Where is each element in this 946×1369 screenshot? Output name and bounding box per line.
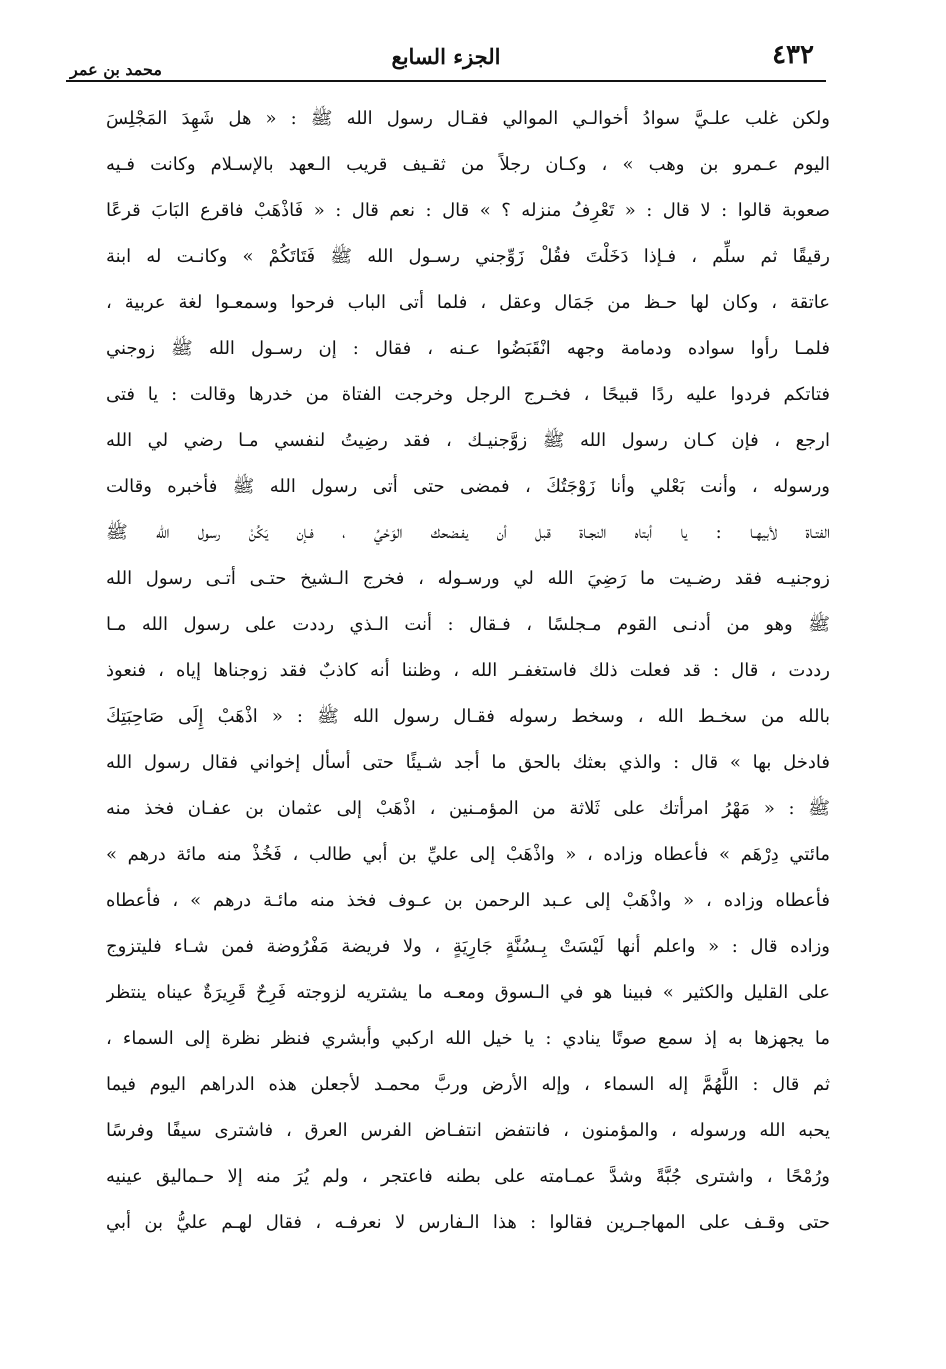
text-line: زوجنيـه فقد رضـيت ما رَضِيَ الله لي ورسـوله ، فخرج الـشيخ حتـى أتـى رسول الله	[106, 568, 830, 589]
text-line: الفتـاة لأبيهـا : يا أبتاه النجـاة قبل أن يفـضحك الوَحْيُ ، فـإن يَكُنْ رسول الله ﷺ	[106, 522, 830, 543]
text-line: فأعطاه وزاده ، « واذْهَبْ إلى عـبد الرحمن بن عـوف فخذ منه مائـة درهم » ، فأعطاه	[106, 890, 830, 911]
text-line: صعوبة قالوا : لا قال : « تَعْرِفُ منزله ؟ » قال : نعم قال : « فَاذْهَبْ فاقرع البَابَ قرعًا	[106, 200, 830, 221]
text-line: ما يجهزها به إذ سمع صوتًا ينادي : يا خيل الله اركبي وأبشري فنظر نظرة إلى السماء ،	[106, 1028, 830, 1049]
text-line: ﷺ وهو من أدنـى القوم مـجلسًا ، فـقال : أنت الـذي رددت على رسول الله مـا	[106, 614, 830, 635]
text-line: ﷺ : « مَهْرُ امرأتك على ثَلاثة من المؤمـنين ، اذْهَبْ إلى عثمان بن عفـان فخذ منه	[106, 798, 830, 819]
text-line: ورسوله ، وأنت بَعْلي وأنا زَوْجَتُكَ ، فمضى حتى أتى رسول الله ﷺ فأخبره وقالت	[106, 476, 830, 497]
text-line: بالله من سخـط الله ، وسخط رسوله فقـال رسول الله ﷺ : « اذْهَبْ إِلَى صَاحِبَتِكَ	[106, 706, 830, 727]
header-rule	[66, 80, 826, 82]
text-line: رددت ، قال : قد فعلت ذلك فاستغفـر الله ، وظننا أنه كاذبٌ فقد زوجناها إياه ، فنعوذ	[106, 660, 830, 681]
text-line: فادخل بها » قال : والذي بعثك بالحق ما أجد شـيئًا حتى أسأل إخواني فقال رسول الله	[106, 752, 830, 773]
text-line: وزاده قال : « واعلم أنها لَيْسَتْ بِـسُنَّةٍ جَارِيَةٍ ، ولا فريضة مَفْرُوضة فمن شـاء فليتزوج	[106, 936, 830, 957]
text-line: ولكن غلب علـيَّ سوادُ أخوالـي الموالي فقـال رسول الله ﷺ : « هل شَهِدَ المَجْلِسَ	[106, 108, 830, 129]
text-line: مائتي دِرْهَم » فأعطاه وزاده ، « واذْهَبْ إلى عليِّ بن أبي طالب ، فَخُذْ منه مائة درهم »	[106, 844, 830, 865]
body-text	[106, 96, 830, 1246]
text-line: يحبه الله ورسوله ، والمؤمنون ، فانتفض انتفـاض الفرس العرق ، فاشترى سيفًا وفرسًا	[106, 1120, 830, 1141]
text-line: ثم قال : اللَّهُمَّ إله السماء ، وإله الأرض وربَّ محمـد لأجعلن هذه الدراهم اليوم فيما	[106, 1074, 830, 1095]
text-line: فلمـا رأوا سواده ودمامة وجهه انْقَبَضُوا عـنه ، فقال : إن رسـول الله ﷺ زوجني	[106, 338, 830, 359]
text-line: ارجع ، فإن كـان رسول الله ﷺ زوَّجنيـك ، فقد رضِيتُ لنفسي مـا رضي لي الله	[106, 430, 830, 451]
text-line: ورُمْحًا ، واشترى جُبَّةً وشدَّ عمـامته على بطنه فاعتجر ، ولم يُرَ منه إلا حـماليق عينيه	[106, 1166, 830, 1187]
text-line: عاتقة ، وكان لها حـظ من جَمَال وعقل ، فلما أتى الباب فرحوا وسمعـوا لغة عربية ،	[106, 292, 830, 313]
volume-title: الجزء السابع	[391, 44, 501, 69]
text-line: فتاتكم فردوا عليه ردًا قبيحًا ، فخـرج الرجل وخرجت الفتاة من خدرها وقالت : يا فتى	[106, 384, 830, 405]
page-number: ٤٣٢	[772, 40, 814, 70]
text-line: رقيقًا ثم سلِّم ، فـإذا دَخَلْتَ فقُلْ زَوِّجني رسـول الله ﷺ فَتَاتَكُمْ » وكانـت له ابنة	[106, 246, 830, 267]
running-head: محمد بن عمر	[70, 60, 162, 79]
text-line: على القليل والكثير » فبينا هو في الـسوق ومعـه ما يشتريه لزوجته فَرِحٌ قَرِيرَةٌ عيناه ينتظر	[106, 982, 830, 1003]
text-line: حتى وقـف على المهاجـرين فقالوا : هذا الـفارس لا نعرفـه ، فقال لهـم عليُّ بن أبي	[106, 1212, 830, 1233]
page-header	[70, 36, 822, 80]
text-line: اليوم عـمرو بن وهب » ، وكـان رجلاً من ثقـيف قريب الـعهد بالإسـلام وكانت فـيه	[106, 154, 830, 175]
